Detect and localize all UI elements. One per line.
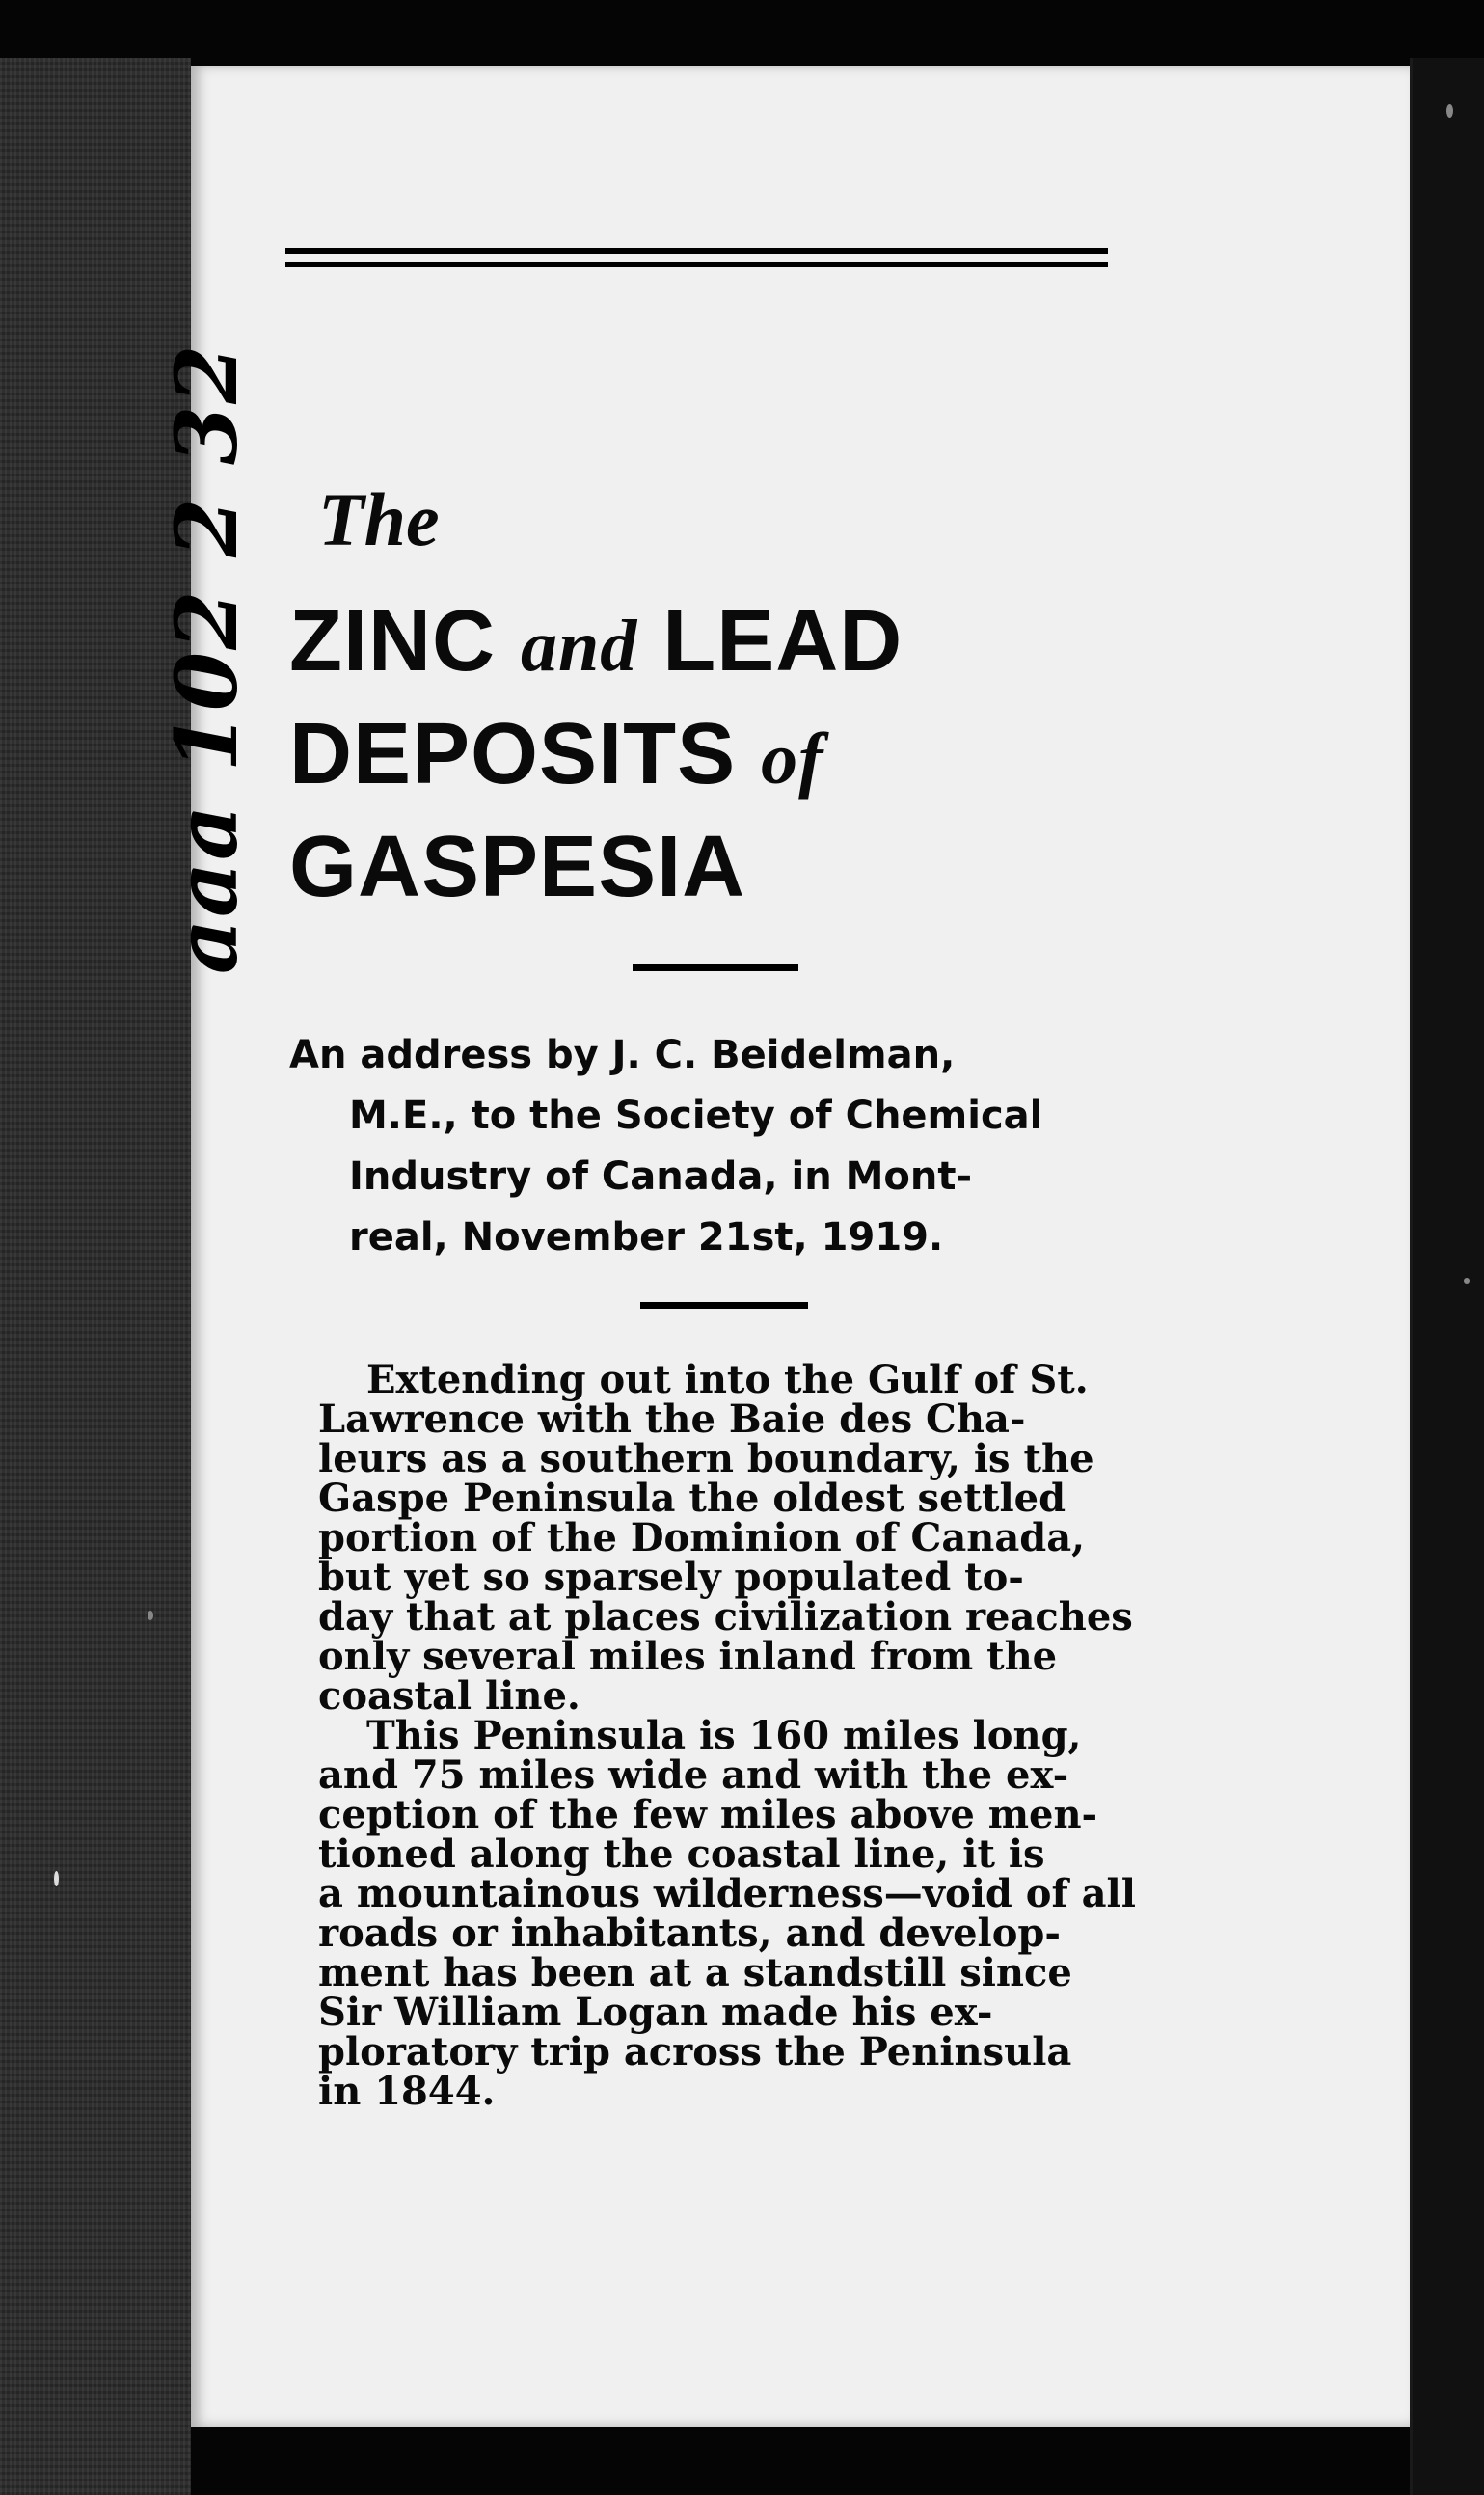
body-line: ception of the few miles above men- — [318, 1792, 1098, 1837]
body-line: but yet so sparsely populated to- — [318, 1555, 1024, 1600]
title-line-2 — [289, 706, 824, 802]
body-line: ploratory trip across the Peninsula — [318, 2029, 1072, 2075]
body-line: in 1844. — [318, 2069, 496, 2114]
byline-line: real, November 21st, 1919. — [349, 1215, 944, 1260]
byline — [289, 1025, 1042, 1268]
body-line: leurs as a southern boundary, is the — [318, 1436, 1094, 1481]
body-line: Gaspe Peninsula the oldest settled — [318, 1476, 1066, 1521]
title-line-1 — [289, 593, 904, 690]
body-line: Lawrence with the Baie des Cha- — [318, 1397, 1026, 1442]
title-word-lead: LEAD — [662, 593, 904, 690]
title-word-deposits: DEPOSITS — [289, 706, 737, 802]
handwritten-accession-number: aaa 102 2 32 — [156, 342, 256, 974]
body-line: only several miles inland from the — [318, 1634, 1058, 1679]
body-line: Sir William Logan made his ex- — [318, 1990, 993, 2035]
byline-line: Industry of Canada, in Mont- — [349, 1154, 973, 1199]
title-prefix: The — [318, 477, 440, 561]
body-line: a mountainous wilderness—void of all — [318, 1871, 1136, 1916]
body-line: tioned along the coastal line, it is — [318, 1831, 1045, 1877]
speck — [54, 1871, 59, 1886]
title-connector-of: of — [761, 719, 824, 800]
page-edge-shadow — [1410, 58, 1484, 2495]
byline-line: M.E., to the Society of Chemical — [349, 1094, 1043, 1138]
body-line: coastal line. — [318, 1673, 580, 1719]
byline-divider — [640, 1302, 808, 1309]
body-line: roads or inhabitants, and develop- — [318, 1911, 1061, 1956]
byline-line: An address by J. C. Beidelman, — [289, 1033, 956, 1077]
article-body — [318, 1357, 1167, 2114]
top-double-rule-upper — [285, 248, 1108, 254]
title-divider — [633, 964, 798, 971]
body-line: day that at places civilization reaches — [318, 1594, 1133, 1640]
title-word-zinc: ZINC — [289, 593, 496, 690]
body-line: and 75 miles wide and with the ex- — [318, 1752, 1069, 1798]
body-line: This Peninsula is 160 miles long, — [366, 1713, 1082, 1758]
title-connector-and: and — [521, 606, 638, 687]
speck — [1464, 1278, 1470, 1284]
top-double-rule-lower — [285, 262, 1108, 267]
title-line-3: GASPESIA — [289, 819, 746, 915]
body-line: portion of the Dominion of Canada, — [318, 1515, 1086, 1560]
speck — [1446, 104, 1453, 118]
body-line: ment has been at a standstill since — [318, 1950, 1072, 1995]
speck — [148, 1611, 153, 1620]
body-line: Extending out into the Gulf of St. — [366, 1357, 1089, 1402]
